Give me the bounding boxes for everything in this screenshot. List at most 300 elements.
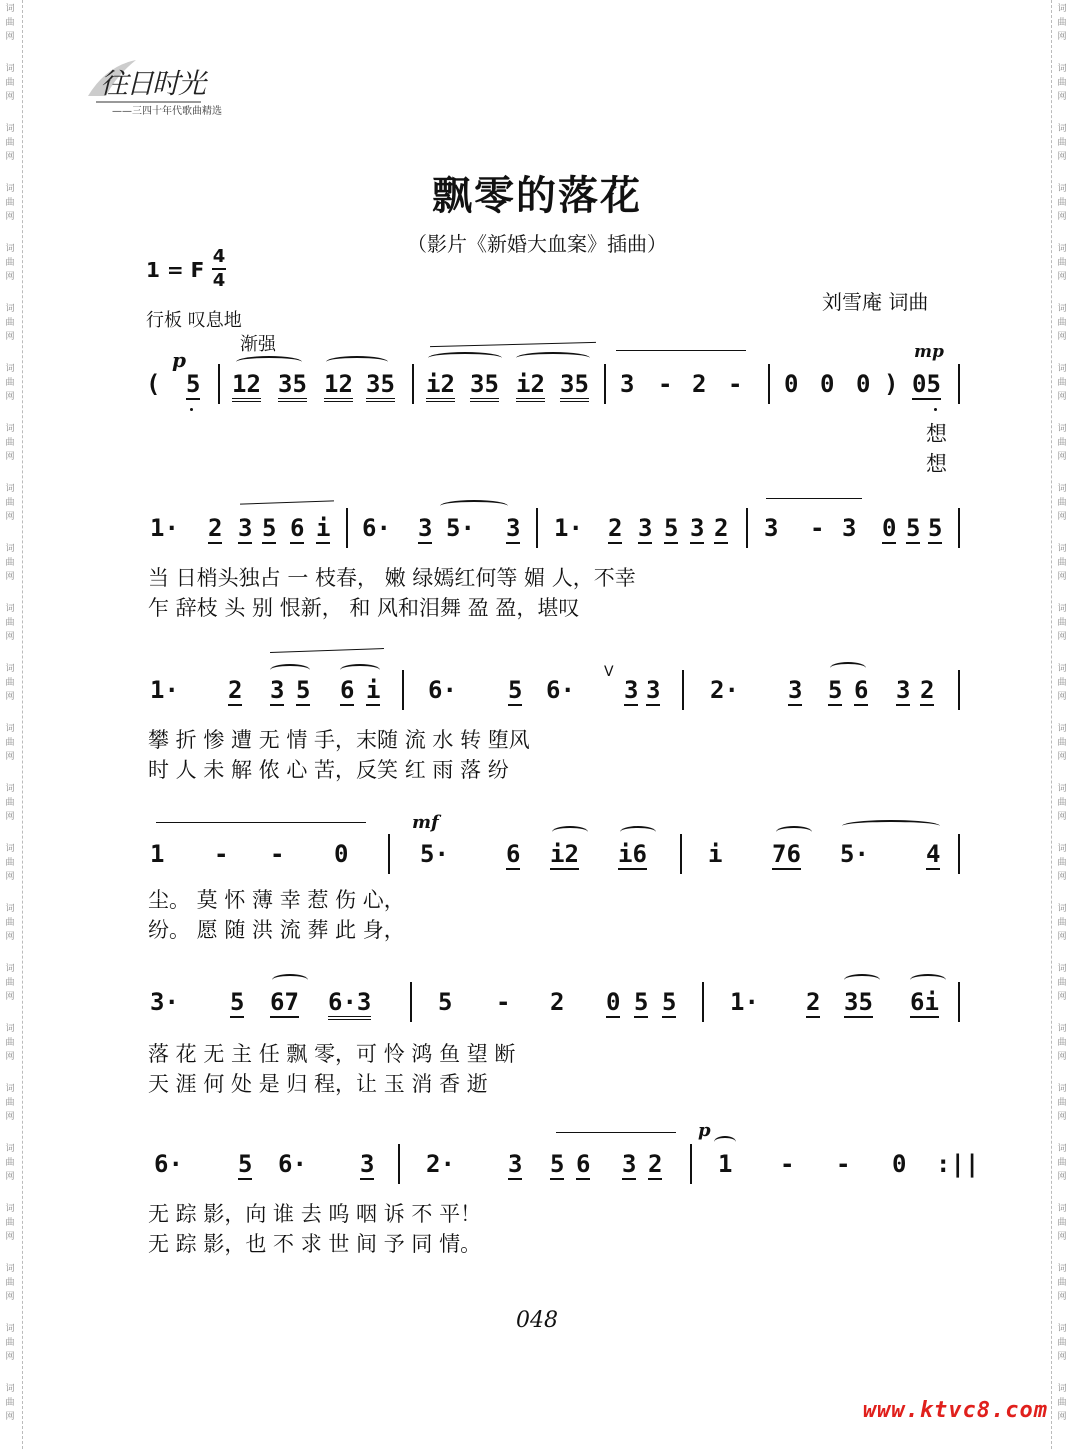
edge-watermark-char: 词 [1057, 1264, 1067, 1274]
note: 3 [646, 676, 661, 704]
edge-watermark-char: 曲 [5, 198, 15, 208]
edge-watermark-char: 网 [5, 872, 15, 882]
note: 5 [928, 514, 943, 542]
edge-watermark-char: 曲 [5, 498, 15, 508]
note: 76 [772, 840, 801, 868]
edge-watermark-char: 词 [1057, 484, 1067, 494]
edge-watermark-char: 曲 [1057, 1098, 1067, 1108]
edge-watermark-char: 网 [1057, 1172, 1067, 1182]
edge-watermark-char: 词 [5, 124, 15, 134]
slur [428, 352, 502, 364]
lyric-verse1: 攀 折 惨 遭 无 情 手，末随 流 水 转 堕风 [148, 728, 530, 752]
slur [516, 352, 590, 364]
note: 3 [620, 370, 635, 398]
edge-watermark-char: 词 [1057, 724, 1067, 734]
dynamic-mp: mp [914, 342, 944, 362]
edge-watermark-char: 网 [5, 1112, 15, 1122]
edge-watermark-char: 词 [5, 484, 15, 494]
note: 5 [664, 514, 679, 542]
lyric-verse1: 尘。 莫 怀 薄 幸 惹 伤 心， [148, 888, 405, 912]
edge-watermark-char: 词 [1057, 604, 1067, 614]
note: 2 [648, 1150, 663, 1178]
edge-watermark-char: 网 [5, 1292, 15, 1302]
note: 0 [784, 370, 799, 398]
note: 2 [920, 676, 935, 704]
edge-watermark-char: 词 [5, 424, 15, 434]
slur [270, 664, 310, 676]
edge-watermark-char: 曲 [5, 1098, 15, 1108]
edge-watermark-char: 词 [5, 724, 15, 734]
crescendo-marking: 渐强 [240, 334, 276, 355]
barline [958, 364, 960, 404]
note: 5 [296, 676, 311, 704]
edge-watermark-char: 词 [5, 304, 15, 314]
note: 3 [508, 1150, 523, 1178]
edge-watermark-char: 词 [5, 1204, 15, 1214]
note: - [658, 370, 673, 398]
edge-watermark-char: 网 [1057, 32, 1067, 42]
note: 6 [340, 676, 355, 704]
note: i2 [426, 370, 455, 402]
edge-watermark-char: 曲 [5, 78, 15, 88]
song-subtitle: （影片《新婚大血案》插曲） [407, 232, 667, 256]
note: 5 [438, 988, 453, 1016]
edge-watermark-char: 曲 [1057, 918, 1067, 928]
edge-watermark-char: 词 [1057, 64, 1067, 74]
edge-watermark-char: 网 [5, 272, 15, 282]
note: 6 [576, 1150, 591, 1178]
edge-watermark-char: 词 [1057, 124, 1067, 134]
note: 3 [270, 676, 285, 704]
edge-watermark-char: 网 [5, 572, 15, 582]
note: - [810, 514, 825, 542]
note: 5 [238, 1150, 253, 1178]
edge-watermark-char: 词 [5, 964, 15, 974]
edge-watermark-char: 曲 [1057, 1038, 1067, 1048]
note: 3 [638, 514, 653, 542]
note: 35 [560, 370, 589, 402]
edge-watermark-char: 词 [5, 1084, 15, 1094]
edge-watermark-char: 网 [1057, 692, 1067, 702]
lyric-verse2: 纷。 愿 随 洪 流 葬 此 身， [148, 918, 405, 942]
hairpin-3 [766, 498, 862, 499]
edge-watermark-char: 曲 [5, 438, 15, 448]
note: 0 [882, 514, 897, 542]
edge-watermark-char: 词 [1057, 1324, 1067, 1334]
hairpin-4 [270, 648, 384, 653]
edge-watermark-char: 词 [5, 184, 15, 194]
note: 2· [426, 1150, 455, 1178]
edge-watermark-char: 词 [1057, 904, 1067, 914]
breath-mark: V [604, 664, 614, 680]
edge-watermark-char: 词 [5, 784, 15, 794]
edge-watermark-char: 词 [5, 1024, 15, 1034]
hairpin-5 [156, 822, 366, 823]
note: - [496, 988, 511, 1016]
edge-watermark-char: 词 [1057, 184, 1067, 194]
note: 4 [926, 840, 941, 868]
lyric-verse2: 天 涯 何 处 是 归 程，让 玉 消 香 逝 [148, 1072, 488, 1096]
lyric-verse2: 想 [926, 452, 947, 476]
edge-watermark-char: 词 [1057, 4, 1067, 14]
edge-watermark-char: 曲 [1057, 1278, 1067, 1288]
edge-watermark-char: 网 [1057, 1232, 1067, 1242]
edge-watermark-char: 曲 [1057, 498, 1067, 508]
edge-watermark-char: 网 [5, 212, 15, 222]
note: - [214, 840, 229, 868]
edge-watermark-char: 曲 [5, 1338, 15, 1348]
note: i [366, 676, 381, 704]
barline [682, 670, 684, 710]
edge-watermark-char: 网 [5, 1232, 15, 1242]
edge-watermark-char: 曲 [1057, 558, 1067, 568]
barline [218, 364, 220, 404]
note: 2 [550, 988, 565, 1016]
note: 0 [892, 1150, 907, 1178]
edge-watermark-char: 曲 [5, 18, 15, 28]
note: 5 [662, 988, 677, 1016]
note: 35 [470, 370, 499, 402]
score-row-2 [146, 514, 966, 556]
note: 5 [550, 1150, 565, 1178]
barline [690, 1144, 692, 1184]
note: 35 [366, 370, 395, 402]
edge-watermark-char: 词 [1057, 664, 1067, 674]
edge-watermark-char: 网 [5, 1412, 15, 1422]
low-octave-dot [190, 408, 193, 411]
note: 0 [820, 370, 835, 398]
lyric-verse1: 想 [926, 422, 947, 446]
slur [844, 974, 880, 986]
edge-watermark-char: 词 [5, 904, 15, 914]
note: 6 [854, 676, 869, 704]
edge-watermark-char: 网 [1057, 1412, 1067, 1422]
edge-watermark-char: 词 [1057, 1144, 1067, 1154]
edge-watermark-char: 网 [5, 1352, 15, 1362]
edge-watermark-char: 曲 [1057, 678, 1067, 688]
edge-watermark-char: 网 [1057, 992, 1067, 1002]
edge-watermark-char: 曲 [1057, 1338, 1067, 1348]
time-signature [212, 246, 226, 292]
edge-watermark-char: 曲 [5, 378, 15, 388]
edge-watermark-char: 曲 [1057, 978, 1067, 988]
edge-watermark-char: 曲 [1057, 78, 1067, 88]
note: - [836, 1150, 851, 1178]
note: 6· [154, 1150, 183, 1178]
note: 5 [906, 514, 921, 542]
edge-watermark-char: 曲 [5, 978, 15, 988]
edge-watermark-char: 词 [1057, 844, 1067, 854]
slur [552, 826, 588, 838]
edge-watermark-char: 网 [1057, 272, 1067, 282]
edge-watermark-char: 词 [5, 364, 15, 374]
edge-watermark-char: 网 [5, 152, 15, 162]
edge-watermark-char: 词 [5, 244, 15, 254]
crescendo-hairpin [430, 342, 596, 347]
edge-watermark-char: 曲 [1057, 318, 1067, 328]
lyric-verse1: 无 踪 影，向 谁 去 呜 咽 诉 不 平！ [148, 1202, 482, 1226]
edge-watermark-char: 曲 [5, 138, 15, 148]
barline [768, 364, 770, 404]
score-row-6 [146, 1150, 980, 1192]
barline [958, 834, 960, 874]
edge-watermark-char: 网 [5, 1172, 15, 1182]
barline [958, 670, 960, 710]
slur [326, 356, 388, 368]
score-row-4 [146, 840, 966, 882]
edge-watermark-char: 词 [1057, 424, 1067, 434]
note: ( [146, 370, 161, 398]
barline [346, 508, 348, 548]
edge-watermark-char: 曲 [1057, 1218, 1067, 1228]
edge-watermark-char: 曲 [5, 1038, 15, 1048]
edge-watermark-char: 词 [5, 1144, 15, 1154]
note: 3 [622, 1150, 637, 1178]
edge-watermark-char: 词 [1057, 964, 1067, 974]
note: 2 [806, 988, 821, 1016]
barline [958, 982, 960, 1022]
note: 5 [828, 676, 843, 704]
edge-watermark-char: 网 [1057, 932, 1067, 942]
edge-watermark-char: 网 [5, 992, 15, 1002]
note: 5 [508, 676, 523, 704]
note: 6·3 [328, 988, 371, 1020]
hairpin-2 [240, 500, 334, 504]
edge-watermark-char: 曲 [1057, 858, 1067, 868]
barline [604, 364, 606, 404]
note: 5 [230, 988, 245, 1016]
page-number: 048 [516, 1308, 558, 1333]
note: 5· [420, 840, 449, 868]
note: ) [884, 370, 899, 398]
edge-watermark-char: 曲 [5, 678, 15, 688]
edge-watermark-char: 曲 [5, 618, 15, 628]
note: 2 [608, 514, 623, 542]
note: i [708, 840, 723, 868]
edge-watermark-char: 网 [1057, 332, 1067, 342]
note: 5 [262, 514, 277, 542]
edge-watermark-char: 曲 [5, 258, 15, 268]
note: 2 [692, 370, 707, 398]
edge-watermark-char: 曲 [5, 558, 15, 568]
edge-watermark-char: 网 [5, 452, 15, 462]
edge-watermark-char: 词 [5, 544, 15, 554]
note: 6· [546, 676, 575, 704]
note: 6· [278, 1150, 307, 1178]
note: 6 [506, 840, 521, 868]
edge-watermark-char: 词 [5, 4, 15, 14]
note: 12 [324, 370, 353, 402]
barline [746, 508, 748, 548]
edge-watermark-char: 曲 [1057, 438, 1067, 448]
low-octave-dot [934, 408, 937, 411]
note: 2 [228, 676, 243, 704]
note: 1 [150, 840, 165, 868]
edge-watermark-char: 词 [5, 1324, 15, 1334]
edge-watermark-char: 词 [1057, 1024, 1067, 1034]
edge-watermark-char: 曲 [1057, 198, 1067, 208]
edge-watermark-char: 曲 [1057, 258, 1067, 268]
edge-watermark-char: 曲 [1057, 738, 1067, 748]
barline [536, 508, 538, 548]
note: 67 [270, 988, 299, 1016]
note: 6· [428, 676, 457, 704]
website-url: www.ktvc8.com [862, 1398, 1048, 1423]
edge-watermark-char: 词 [1057, 1384, 1067, 1394]
edge-watermark-char: 曲 [5, 738, 15, 748]
lyric-verse1: 落 花 无 主 任 飘 零，可 怜 鸿 鱼 望 断 [148, 1042, 516, 1066]
edge-watermark-char: 曲 [5, 1218, 15, 1228]
edge-watermark-char: 曲 [1057, 618, 1067, 628]
slur [620, 826, 656, 838]
time-top: 4 [212, 246, 226, 267]
note: 3 [690, 514, 705, 542]
composer: 刘雪庵 词曲 [822, 290, 929, 314]
edge-watermark-char: 曲 [1057, 138, 1067, 148]
note: 5· [840, 840, 869, 868]
edge-watermark-char: 词 [1057, 544, 1067, 554]
note: 3 [506, 514, 521, 542]
edge-watermark-char: 曲 [5, 918, 15, 928]
slur [340, 664, 380, 676]
edge-watermark-char: 曲 [5, 858, 15, 868]
edge-watermark-char: 网 [1057, 92, 1067, 102]
edge-watermark-char: 网 [1057, 632, 1067, 642]
edge-watermark-char: 曲 [5, 318, 15, 328]
edge-watermark-char: 网 [1057, 152, 1067, 162]
note: 1· [730, 988, 759, 1016]
edge-watermark-char: 词 [1057, 784, 1067, 794]
edge-watermark-char: 网 [5, 392, 15, 402]
edge-watermark-char: 网 [5, 1052, 15, 1062]
edge-watermark-char: 网 [1057, 872, 1067, 882]
edge-watermark-char: 词 [5, 844, 15, 854]
edge-watermark-char: 词 [1057, 1084, 1067, 1094]
barline [388, 834, 390, 874]
lyric-verse2: 时 人 未 解 侬 心 苦，反笑 红 雨 落 纷 [148, 758, 509, 782]
edge-watermark-char: 网 [1057, 392, 1067, 402]
lyric-verse2: 乍 辞枝 头 别 恨新， 和 风和泪舞 盈 盈，堪叹 [148, 596, 580, 620]
edge-watermark-char: 网 [1057, 1112, 1067, 1122]
note: 3 [842, 514, 857, 542]
note: 5 [634, 988, 649, 1016]
note: i2 [550, 840, 579, 868]
note: i2 [516, 370, 545, 402]
edge-watermark-char: 词 [1057, 364, 1067, 374]
note: i [316, 514, 331, 542]
note: 35 [844, 988, 873, 1016]
edge-watermark-char: 曲 [5, 1278, 15, 1288]
note: 2 [714, 514, 729, 542]
note: 12 [232, 370, 261, 402]
edge-watermark-char: 词 [5, 1264, 15, 1274]
edge-watermark-char: 网 [1057, 212, 1067, 222]
note: 3· [150, 988, 179, 1016]
slur [910, 974, 946, 986]
edge-watermark-char: 词 [5, 64, 15, 74]
edge-watermark-char: 网 [5, 32, 15, 42]
edge-watermark-char: 曲 [5, 1158, 15, 1168]
edge-watermark-char: 网 [5, 512, 15, 522]
edge-watermark-char: 曲 [5, 798, 15, 808]
time-bottom: 4 [212, 270, 226, 291]
logo-subtitle: ——三四十年代歌曲精选 [112, 106, 222, 117]
edge-watermark-char: 曲 [1057, 378, 1067, 388]
song-title: 飘零的落花 [432, 172, 642, 219]
barline [398, 1144, 400, 1184]
edge-watermark-char: 曲 [5, 1398, 15, 1408]
edge-watermark-char: 词 [1057, 304, 1067, 314]
repeat-end-barline: :|| [936, 1150, 980, 1178]
edge-watermark-char: 词 [5, 604, 15, 614]
note: 1· [150, 676, 179, 704]
hairpin-6 [556, 1132, 676, 1133]
edge-watermark-char: 曲 [1057, 1398, 1067, 1408]
barline [958, 508, 960, 548]
note: 3 [360, 1150, 375, 1178]
edge-watermark-char: 曲 [1057, 18, 1067, 28]
edge-watermark-char: 网 [5, 752, 15, 762]
barline [680, 834, 682, 874]
edge-watermark-char: 网 [1057, 452, 1067, 462]
note: 3 [624, 676, 639, 704]
note: 0 [856, 370, 871, 398]
note: - [270, 840, 285, 868]
note: 6· [362, 514, 391, 542]
slur [272, 974, 308, 986]
note: i6 [618, 840, 647, 868]
barline [402, 670, 404, 710]
note: 1 [718, 1150, 733, 1178]
slur [440, 500, 508, 512]
edge-watermark-char: 词 [5, 1384, 15, 1394]
lyric-verse2: 无 踪 影，也 不 求 世 间 予 同 情。 [148, 1232, 482, 1256]
note: 2· [710, 676, 739, 704]
edge-watermark-char: 曲 [1057, 798, 1067, 808]
edge-watermark-char: 网 [1057, 1292, 1067, 1302]
edge-watermark-char: 网 [5, 692, 15, 702]
note: 3 [764, 514, 779, 542]
note: 2 [208, 514, 223, 542]
note: 0 [334, 840, 349, 868]
edge-watermark-char: 网 [5, 332, 15, 342]
key-label: 1 = F [146, 258, 205, 282]
note: 3 [896, 676, 911, 704]
edge-watermark-char: 词 [1057, 1204, 1067, 1214]
note: 3 [418, 514, 433, 542]
edge-watermark-char: 网 [1057, 1352, 1067, 1362]
logo-title: 往日时光 [100, 67, 205, 100]
score-row-5 [146, 988, 966, 1030]
note: 05 [912, 370, 941, 398]
note: 6 [290, 514, 305, 542]
key-signature [146, 246, 226, 291]
edge-watermark-char: 网 [1057, 752, 1067, 762]
edge-watermark-char: 网 [1057, 1052, 1067, 1062]
note: 3 [238, 514, 253, 542]
lyric-verse1: 当 日梢头独占 一 枝春， 嫩 绿嫣红何等 媚 人，不幸 [148, 566, 636, 590]
note: - [728, 370, 743, 398]
barline [412, 364, 414, 404]
note: - [780, 1150, 795, 1178]
note: 1· [554, 514, 583, 542]
edge-watermark-char: 网 [5, 932, 15, 942]
diminuendo-hairpin [616, 350, 746, 351]
dynamic-p-end: p [698, 1120, 711, 1141]
tempo-marking: 行板 叹息地 [146, 310, 242, 331]
edge-watermark-char: 曲 [1057, 1158, 1067, 1168]
barline [410, 982, 412, 1022]
